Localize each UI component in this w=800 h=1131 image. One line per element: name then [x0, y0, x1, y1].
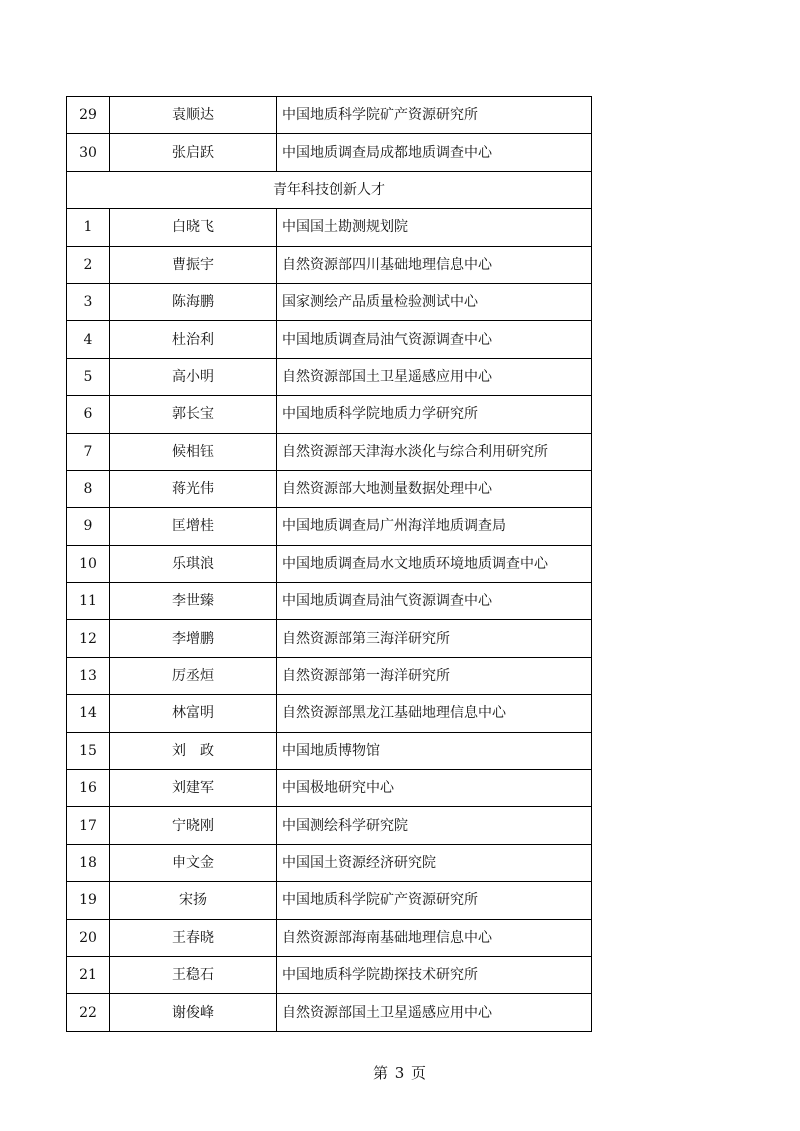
row-number: 5 [67, 358, 110, 395]
organization-name: 中国地质调查局油气资源调查中心 [277, 583, 592, 620]
table-row [67, 882, 592, 919]
person-name: 宁晓刚 [110, 807, 277, 844]
row-number: 19 [67, 882, 110, 919]
person-name: 杜治利 [110, 321, 277, 358]
row-number: 14 [67, 695, 110, 732]
row-number: 29 [67, 97, 110, 134]
person-name: 李世臻 [110, 583, 277, 620]
table-row [67, 732, 592, 769]
person-name: 乐琪浪 [110, 545, 277, 582]
person-name: 刘建军 [110, 770, 277, 807]
row-number: 2 [67, 246, 110, 283]
table-row [67, 470, 592, 507]
organization-name: 中国地质科学院矿产资源研究所 [277, 882, 592, 919]
organization-name: 自然资源部国土卫星遥感应用中心 [277, 358, 592, 395]
table-row [67, 209, 592, 246]
organization-name: 中国地质科学院勘探技术研究所 [277, 956, 592, 993]
organization-name: 中国地质科学院矿产资源研究所 [277, 97, 592, 134]
table-row [67, 433, 592, 470]
table-row [67, 807, 592, 844]
row-number: 12 [67, 620, 110, 657]
person-name: 候相钰 [110, 433, 277, 470]
table-row [67, 321, 592, 358]
table-row [67, 657, 592, 694]
table-row [67, 396, 592, 433]
table-row [67, 770, 592, 807]
table-row [67, 844, 592, 881]
roster-table [66, 96, 592, 1032]
row-number: 22 [67, 994, 110, 1031]
table-row [67, 283, 592, 320]
person-name: 白晓飞 [110, 209, 277, 246]
row-number: 7 [67, 433, 110, 470]
organization-name: 自然资源部黑龙江基础地理信息中心 [277, 695, 592, 732]
table-row [67, 545, 592, 582]
table-row [67, 994, 592, 1031]
person-name: 林富明 [110, 695, 277, 732]
organization-name: 中国地质调查局油气资源调查中心 [277, 321, 592, 358]
row-number: 15 [67, 732, 110, 769]
organization-name: 自然资源部海南基础地理信息中心 [277, 919, 592, 956]
person-name: 刘 政 [110, 732, 277, 769]
row-number: 4 [67, 321, 110, 358]
organization-name: 自然资源部国土卫星遥感应用中心 [277, 994, 592, 1031]
organization-name: 自然资源部第三海洋研究所 [277, 620, 592, 657]
row-number: 21 [67, 956, 110, 993]
row-number: 9 [67, 508, 110, 545]
person-name: 高小明 [110, 358, 277, 395]
row-number: 8 [67, 470, 110, 507]
row-number: 30 [67, 134, 110, 171]
organization-name: 自然资源部大地测量数据处理中心 [277, 470, 592, 507]
row-number: 11 [67, 583, 110, 620]
organization-name: 中国国土资源经济研究院 [277, 844, 592, 881]
organization-name: 中国地质博物馆 [277, 732, 592, 769]
organization-name: 中国地质调查局广州海洋地质调查局 [277, 508, 592, 545]
person-name: 匡增桂 [110, 508, 277, 545]
page-footer: 第 3 页 [372, 1064, 428, 1082]
table-row [67, 97, 592, 134]
row-number: 3 [67, 283, 110, 320]
row-number: 18 [67, 844, 110, 881]
table-row [67, 695, 592, 732]
organization-name: 中国国土勘测规划院 [277, 209, 592, 246]
person-name: 申文金 [110, 844, 277, 881]
person-name: 张启跃 [110, 134, 277, 171]
row-number: 20 [67, 919, 110, 956]
person-name: 李增鹏 [110, 620, 277, 657]
person-name: 宋扬 [110, 882, 277, 919]
person-name: 王春晓 [110, 919, 277, 956]
organization-name: 自然资源部第一海洋研究所 [277, 657, 592, 694]
person-name: 谢俊峰 [110, 994, 277, 1031]
row-number: 16 [67, 770, 110, 807]
section-title: 青年科技创新人才 [67, 171, 592, 208]
organization-name: 中国极地研究中心 [277, 770, 592, 807]
person-name: 蒋光伟 [110, 470, 277, 507]
table-row [67, 508, 592, 545]
organization-name: 自然资源部天津海水淡化与综合利用研究所 [277, 433, 592, 470]
person-name: 厉丞烜 [110, 657, 277, 694]
organization-name: 自然资源部四川基础地理信息中心 [277, 246, 592, 283]
person-name: 袁顺达 [110, 97, 277, 134]
organization-name: 中国测绘科学研究院 [277, 807, 592, 844]
table-row [67, 134, 592, 171]
organization-name: 中国地质调查局成都地质调查中心 [277, 134, 592, 171]
person-name: 王稳石 [110, 956, 277, 993]
section-header-row [67, 171, 592, 208]
person-name: 曹振宇 [110, 246, 277, 283]
row-number: 6 [67, 396, 110, 433]
person-name: 陈海鹏 [110, 283, 277, 320]
table-row [67, 620, 592, 657]
row-number: 10 [67, 545, 110, 582]
table-row [67, 956, 592, 993]
table-row [67, 358, 592, 395]
organization-name: 中国地质调查局水文地质环境地质调查中心 [277, 545, 592, 582]
row-number: 17 [67, 807, 110, 844]
organization-name: 中国地质科学院地质力学研究所 [277, 396, 592, 433]
row-number: 1 [67, 209, 110, 246]
row-number: 13 [67, 657, 110, 694]
table-row [67, 583, 592, 620]
table-row [67, 919, 592, 956]
person-name: 郭长宝 [110, 396, 277, 433]
roster-table-body [67, 97, 592, 1032]
table-row [67, 246, 592, 283]
organization-name: 国家测绘产品质量检验测试中心 [277, 283, 592, 320]
